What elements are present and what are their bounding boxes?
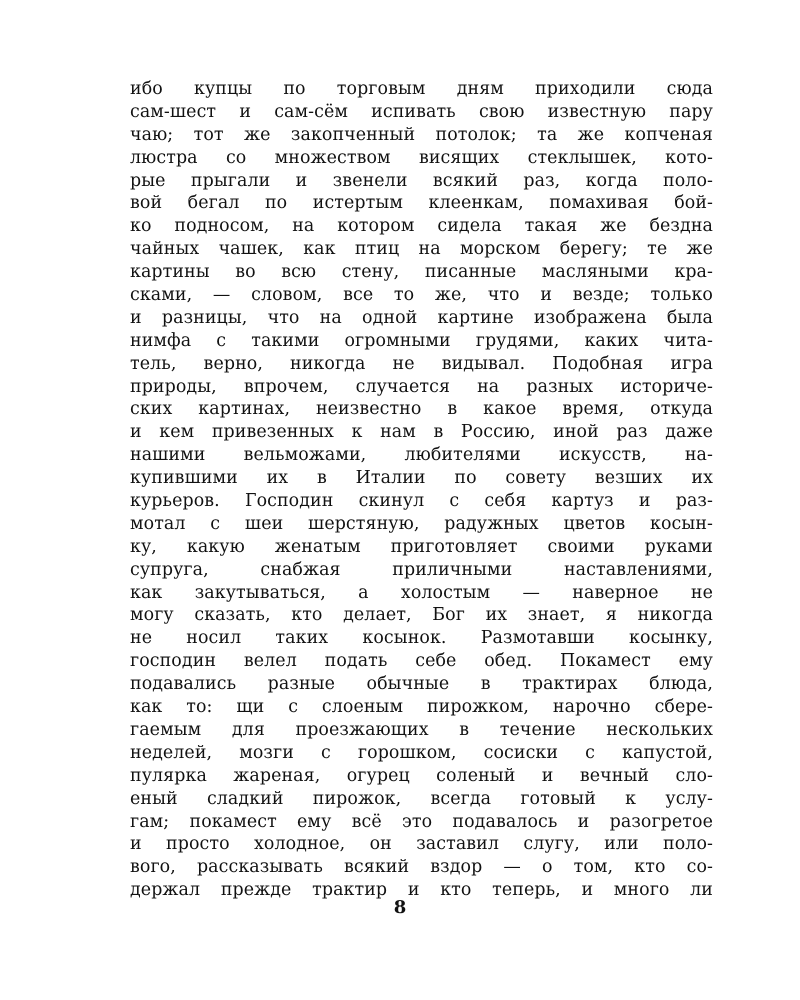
text-line: сками, — словом, все то же, что и везде; только — [130, 285, 713, 306]
text-line: люстра со множеством висящих стеклышек, кото- — [130, 147, 713, 168]
page-number: 8 — [393, 897, 407, 918]
text-line: ских картинах, неизвестно в какое время, откуда — [130, 399, 713, 420]
text-line: мотал с шеи шерстяную, радужных цветов косын- — [130, 513, 713, 534]
text-line: не носил таких косынок. Размотавши косынку, — [130, 628, 713, 649]
text-line: еный сладкий пирожок, всегда готовый к услу- — [130, 788, 713, 809]
text-line: нашими вельможами, любителями искусств, на- — [130, 445, 713, 466]
text-line: тель, верно, никогда не видывал. Подобная игра — [130, 353, 713, 374]
text-line: и разницы, что на одной картине изображена была — [130, 307, 713, 328]
text-line: ко подносом, на котором сидела такая же бездна — [130, 216, 713, 237]
text-line: купившими их в Италии по совету везших их — [130, 468, 713, 489]
text-line: гам; покамест ему всё это подавалось и разогретое — [130, 811, 713, 832]
text-line: и кем привезенных к нам в Россию, иной раз даже — [130, 422, 713, 443]
text-line: ку, какую женатым приготовляет своими руками — [130, 536, 713, 557]
text-line: и просто холодное, он заставил слугу, или поло- — [130, 834, 713, 855]
text-line: нимфа с такими огромными грудями, каких чита- — [130, 330, 713, 351]
text-line: сам-шест и сам-сём испивать свою известную пару — [130, 101, 713, 122]
text-line: вого, рассказывать всякий вздор — о том, кто со- — [130, 857, 713, 878]
text-line: пулярка жареная, огурец соленый и вечный сло- — [130, 765, 713, 786]
text-line: могу сказать, кто делает, Бог их знает, я никогда — [130, 605, 713, 626]
text-line: как то: щи с слоеным пирожком, нарочно сбере- — [130, 697, 713, 718]
text-line: чаю; тот же закопченный потолок; та же копченая — [130, 124, 713, 145]
text-line: господин велел подать себе обед. Покамест ему — [130, 651, 713, 672]
text-line: ибо купцы по торговым дням приходили сюда — [130, 79, 713, 99]
text-line: картины во всю стену, писанные масляными кра- — [130, 262, 713, 283]
text-line: супруга, снабжая приличными наставлениями, — [130, 559, 713, 580]
text-line: чайных чашек, как птиц на морском берегу; те же — [130, 239, 713, 260]
text-line: вой бегал по истертым клеенкам, помахивая бой- — [130, 193, 713, 214]
text-line: рые прыгали и звенели всякий раз, когда поло- — [130, 170, 713, 191]
body-text — [130, 78, 713, 902]
text-line: как закутываться, а холостым — наверное не — [130, 582, 713, 603]
text-line: держал прежде трактир и кто теперь, и много ли — [130, 880, 713, 901]
text-line: гаемым для проезжающих в течение нескольких — [130, 719, 713, 740]
text-line: неделей, мозги с горошком, сосиски с капустой, — [130, 742, 713, 763]
text-line: природы, впрочем, случается на разных историче- — [130, 376, 713, 397]
text-line: подавались разные обычные в трактирах блюда, — [130, 674, 713, 695]
text-line: курьеров. Господин скинул с себя картуз и раз- — [130, 491, 713, 512]
